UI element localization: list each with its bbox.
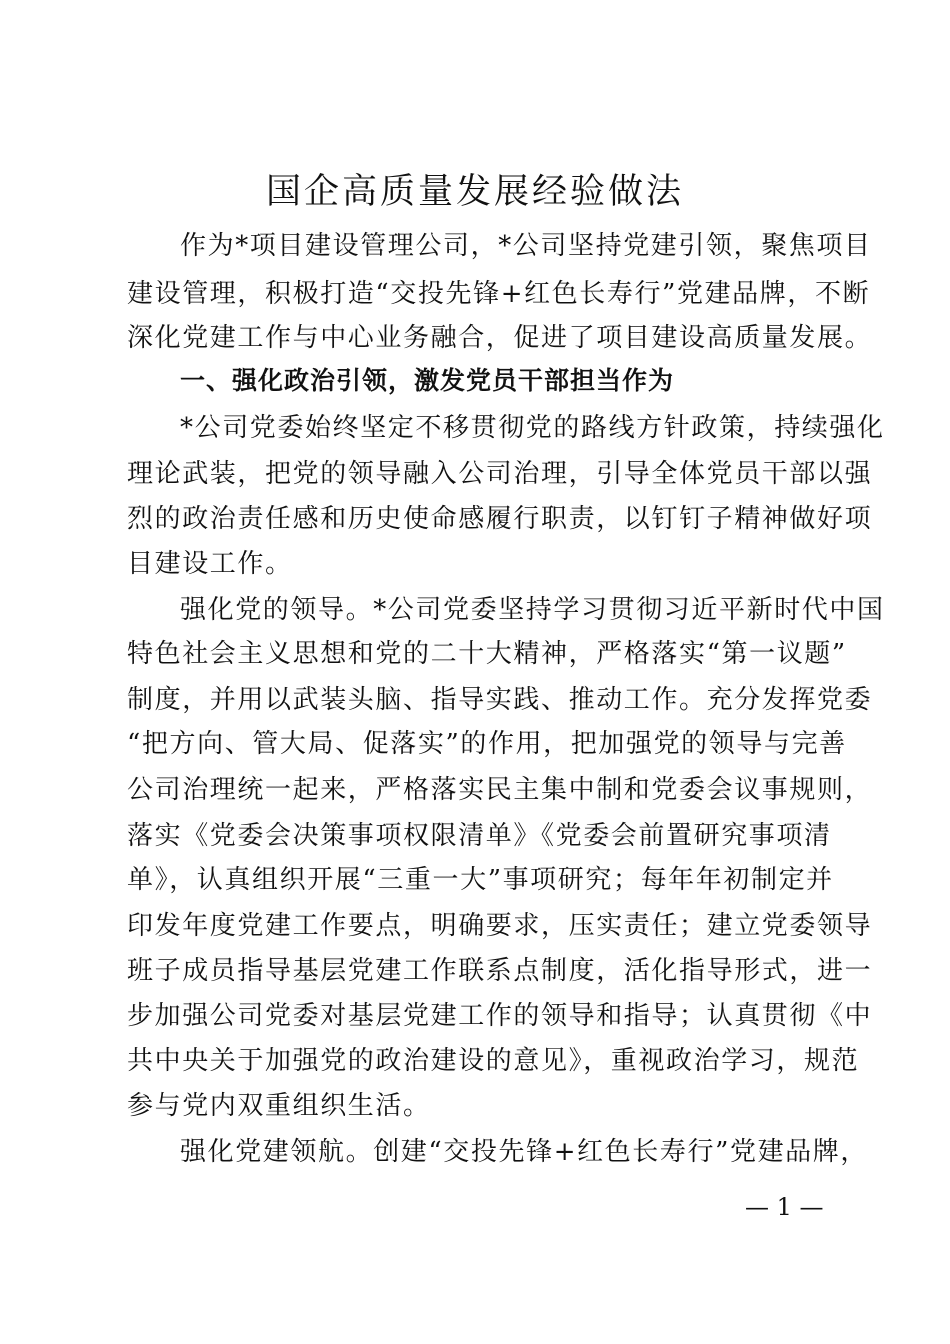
document-title: 国企高质量发展经验做法 [265,172,684,212]
paragraph-line: 单》，认真组织开展“三重一大”事项研究；每年年初制定并 [127,865,834,895]
paragraph-line: 目建设工作。 [127,549,293,579]
paragraph-line: 公司治理统一起来，严格落实民主集中制和党委会议事规则， [127,775,873,805]
page-number: — 1 — [745,1193,824,1221]
intro-line: 深化党建工作与中心业务融合，促进了项目建设高质量发展。 [127,323,873,353]
paragraph-line: 理论武装，把党的领导融入公司治理，引导全体党员干部以强 [127,459,873,489]
paragraph-line: 强化党的领导。*公司党委坚持学习贯彻习近平新时代中国 [180,595,885,625]
paragraph-line: 落实《党委会决策事项权限清单》《党委会前置研究事项清 [127,821,832,851]
paragraph-line: 印发年度党建工作要点，明确要求，压实责任；建立党委领导 [127,911,873,941]
paragraph-line: 强化党建领航。创建“交投先锋+红色长寿行”党建品牌， [180,1137,868,1167]
paragraph-line: “把方向、管大局、促落实”的作用，把加强党的领导与完善 [127,729,847,759]
paragraph-line: 班子成员指导基层党建工作联系点制度，活化指导形式，进一 [127,956,873,986]
paragraph-line: 特色社会主义思想和党的二十大精神，严格落实“第一议题” [127,639,847,669]
intro-line: 作为*项目建设管理公司，*公司坚持党建引领，聚焦项目 [180,231,872,261]
paragraph-line: 烈的政治责任感和历史使命感履行职责，以钉钉子精神做好项 [127,504,873,534]
paragraph-line: *公司党委始终坚定不移贯彻党的路线方针政策，持续强化 [180,413,885,443]
paragraph-line: 制度，并用以武装头脑、指导实践、推动工作。充分发挥党委 [127,685,873,715]
section-heading: 一、强化政治引领，激发党员干部担当作为 [180,366,675,395]
paragraph-line: 共中央关于加强党的政治建设的意见》，重视政治学习，规范 [127,1046,860,1076]
intro-line: 建设管理，积极打造“交投先锋+红色长寿行”党建品牌，不断 [127,279,871,309]
paragraph-line: 步加强公司党委对基层党建工作的领导和指导；认真贯彻《中 [127,1001,873,1031]
paragraph-line: 参与党内双重组织生活。 [127,1091,431,1121]
